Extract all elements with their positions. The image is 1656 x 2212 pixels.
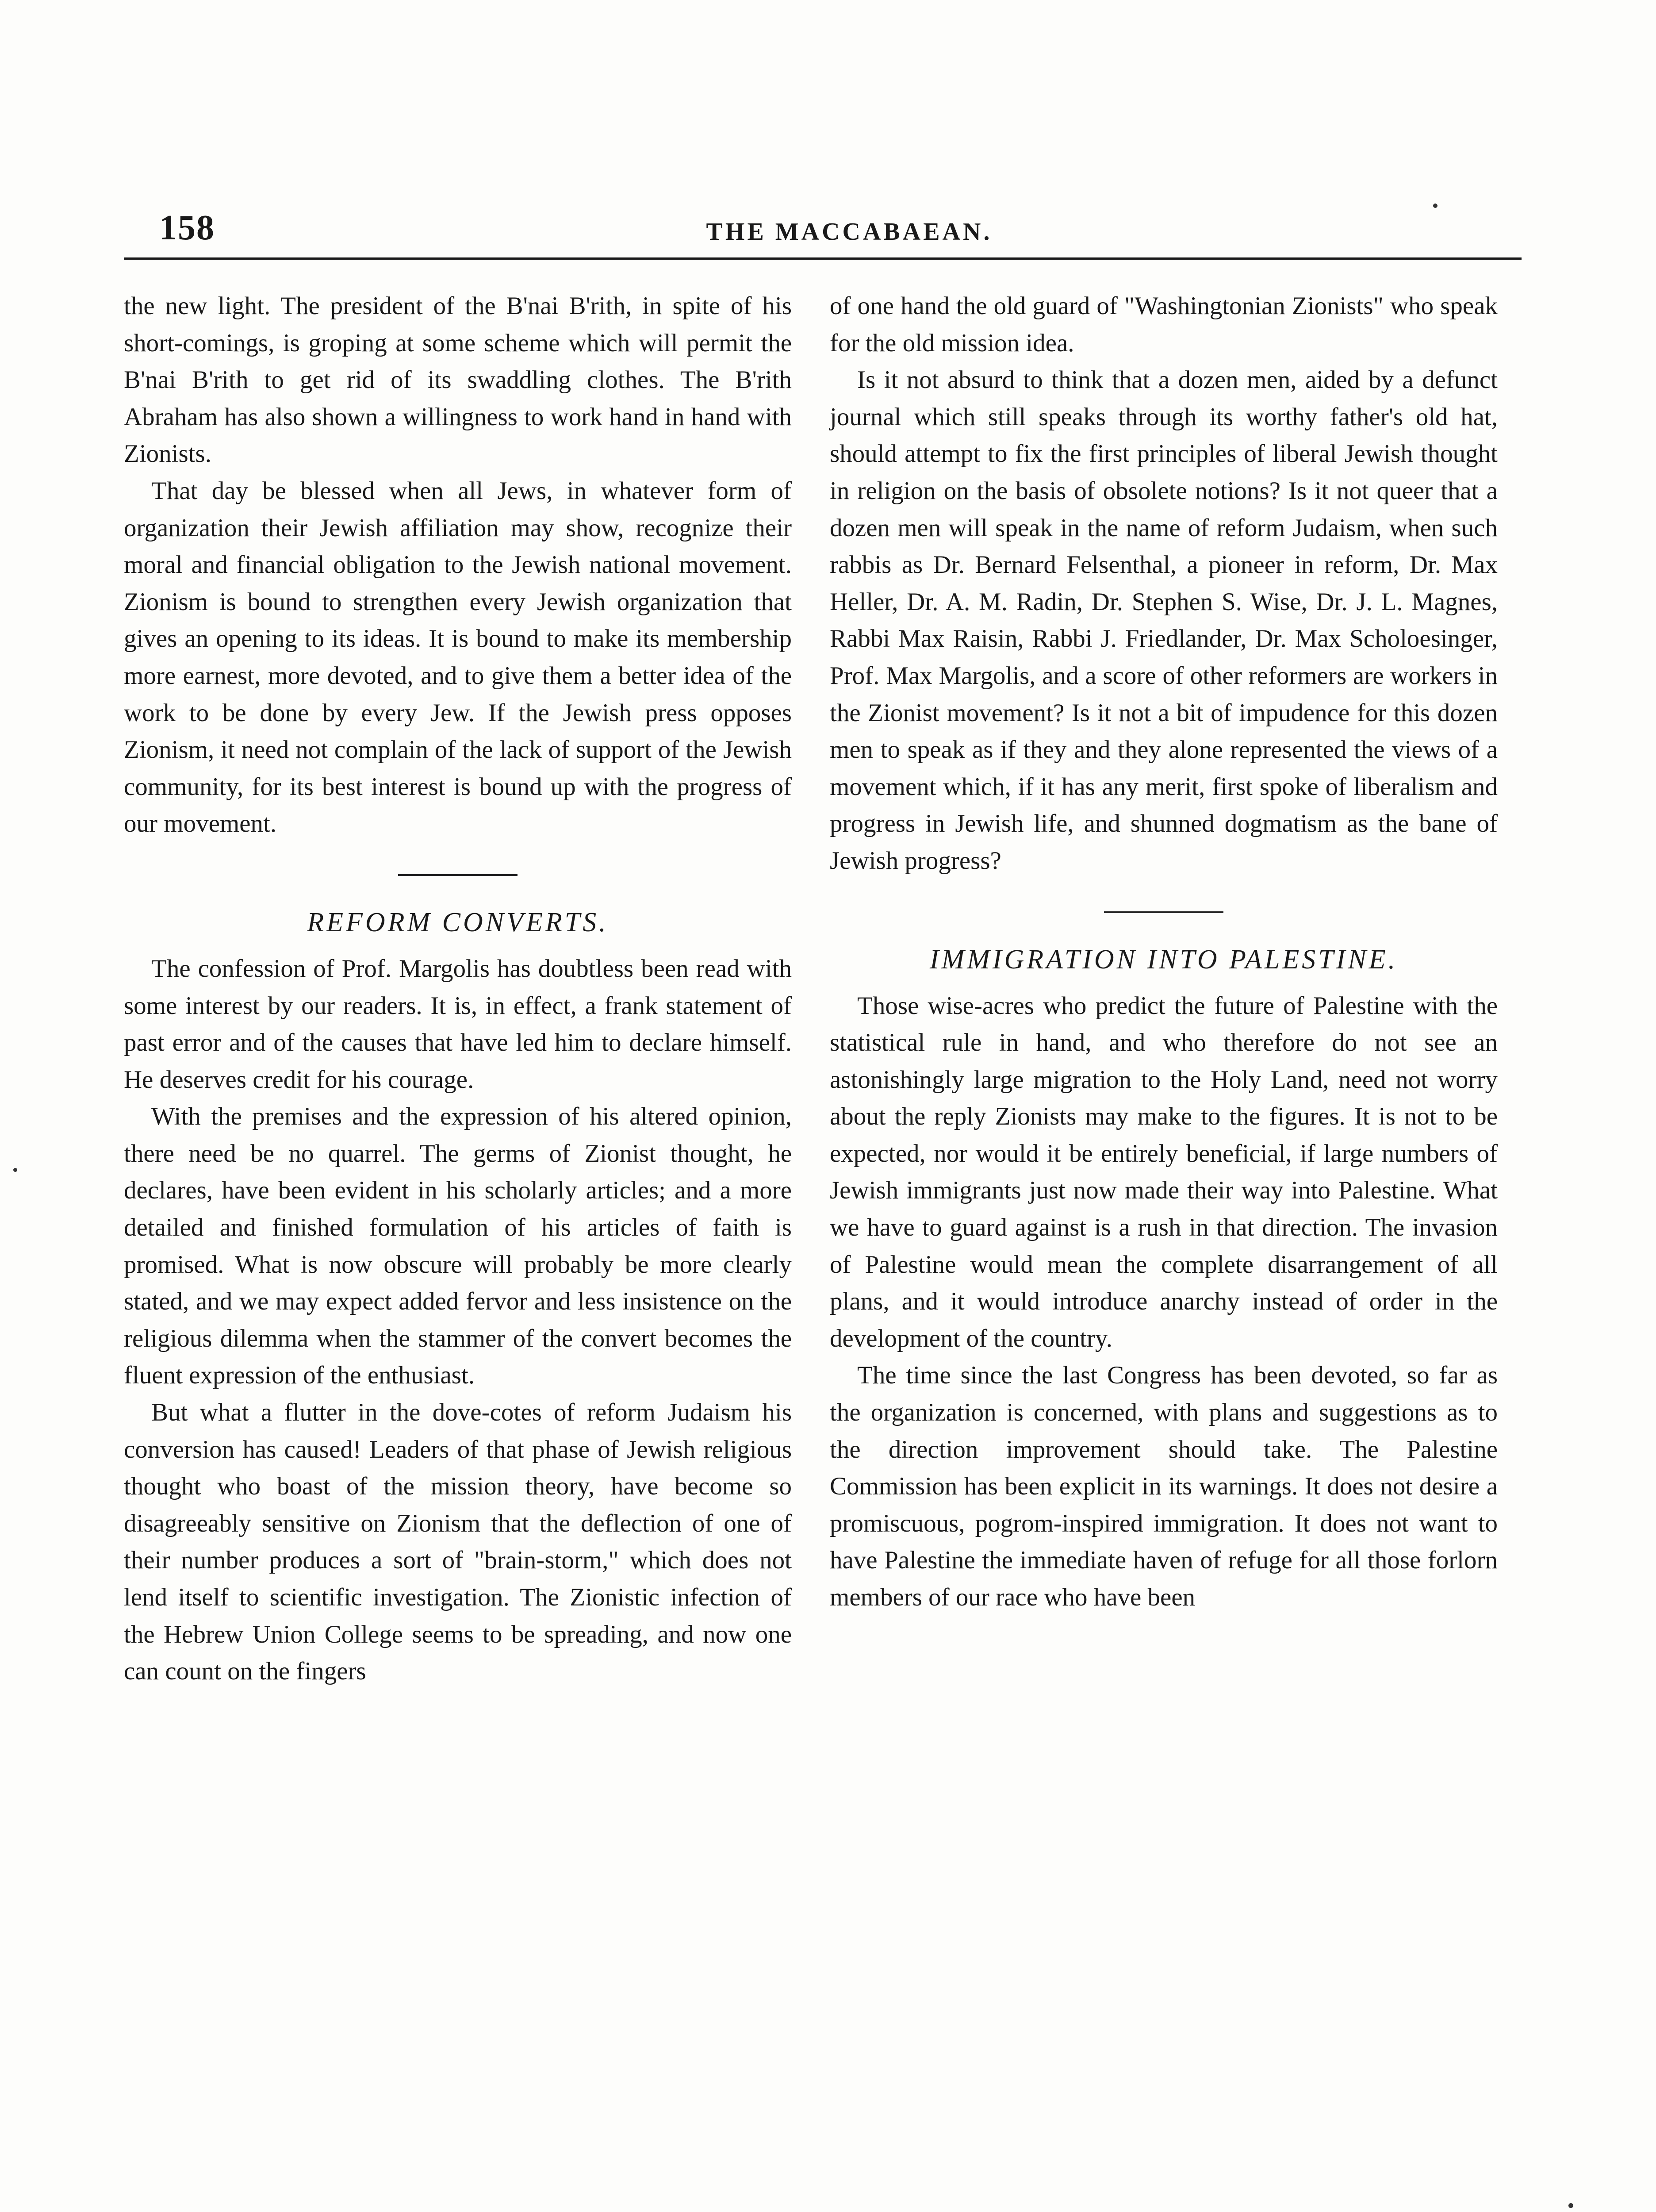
section-heading-reform-converts: REFORM CONVERTS. xyxy=(307,907,609,937)
scan-speck xyxy=(1568,2203,1573,2208)
page-number: 158 xyxy=(159,208,215,247)
paragraph: Is it not absurd to think that a dozen men, aided by a defunct journal which still speaks through its worthy father's old hat, should attempt to fix the first principles of liberal Jewish thought in religion on the basis of obsolete notions? Is it not queer that a dozen men will speak in the name of reform Judaism, when such rabbis as Dr. Bernard Felsenthal, a pioneer in reform, Dr. Max Heller, Dr. A. M. Radin, Dr. Stephen S. Wise, Dr. J. L. Magnes, Rabbi Max Raisin, Rabbi J. Friedlander, Dr. Max Scholoesinger, Prof. Max Margolis, and a score of other reformers are workers in the Zionist movement? Is it not a bit of impudence for this dozen men to speak as if they and they alone represented the views of a movement which, if it has any merit, first spoke of liberalism and progress in Jewish life, and shunned dogmatism as the bane of Jewish progress? xyxy=(830,366,1498,875)
page-header xyxy=(124,208,1522,261)
section-heading-immigration: IMMIGRATION INTO PALESTINE. xyxy=(929,944,1398,975)
section-divider xyxy=(398,874,518,876)
paragraph: of one hand the old guard of "Washingtonian Zionists" who speak for the old mission idea. xyxy=(830,292,1498,357)
paragraph: That day be blessed when all Jews, in whatever form of organization their Jewish affiliation may show, recognize their moral and financial obligation to the Jewish national movement. Zionism is bound to strengthen every Jewish organization that gives an opening to its ideas. It is bound to make its membership more earnest, more devoted, and to give them a better idea of the work to be done by every Jew. If the Jewish press opposes Zionism, it need not complain of the lack of support of the Jewish community, for its best interest is bound up with the progress of our movement. xyxy=(124,476,792,838)
header-rule xyxy=(124,257,1522,260)
left-column xyxy=(124,288,792,1690)
section-divider xyxy=(1104,911,1223,913)
right-column xyxy=(830,288,1498,1616)
paragraph: the new light. The president of the B'nai B'rith, in spite of his short-comings, is groping at some scheme which will permit the B'nai B'rith to get rid of its swaddling clothes. The B'rith Abraham has also shown a willingness to work hand in hand with Zionists. xyxy=(124,292,792,468)
paragraph: The confession of Prof. Margolis has doubtless been read with some interest by our readers. It is, in effect, a frank statement of past error and of the causes that have led him to declare himself. He deserves credit for his courage. xyxy=(124,954,792,1094)
running-title: THE MACCABAEAN. xyxy=(706,218,993,246)
paragraph: But what a flutter in the dove-cotes of reform Judaism his conversion has caused! Leaders of that phase of Jewish religious thought who boast of the mission theory, have become so disagreeably sensitive on Zionism that the deflection of one of their number produces a sort of "brain-storm," which does not lend itself to scientific investigation. The Zionistic infection of the Hebrew Union College seems to be spreading, and now one can count on the fingers xyxy=(124,1398,792,1686)
paragraph: Those wise-acres who predict the future of Palestine with the statistical rule in hand, and who therefore do not see an astonishingly large migration to the Holy Land, need not worry about the reply Zionists may make to the figures. It is not to be expected, nor would it be entirely beneficial, if large numbers of Jewish immigrants just now made their way into Palestine. What we have to guard against is a rush in that direction. The invasion of Palestine would mean the complete disarrangement of all plans, and it would introduce anarchy instead of order in the development of the country. xyxy=(830,991,1498,1352)
scan-speck xyxy=(1433,204,1438,208)
paragraph: With the premises and the expression of his altered opinion, there need be no quarrel. The germs of Zionist thought, he declares, have been evident in his scholarly articles; and a more detailed and finished formulation of his articles of faith is promised. What is now obscure will probably be more clearly stated, and we may expect added fervor and less insistence on the religious dilemma when the stammer of the convert becomes the fluent expression of the enthusiast. xyxy=(124,1102,792,1390)
paragraph: The time since the last Congress has been devoted, so far as the organization is concerned, with plans and suggestions as to the direction improvement should take. The Palestine Commission has been explicit in its warnings. It does not desire a promiscuous, pogrom-inspired immigration. It does not want to have Palestine the immediate haven of refuge for all those forlorn members of our race who have been xyxy=(830,1361,1498,1611)
scan-speck xyxy=(13,1168,17,1172)
